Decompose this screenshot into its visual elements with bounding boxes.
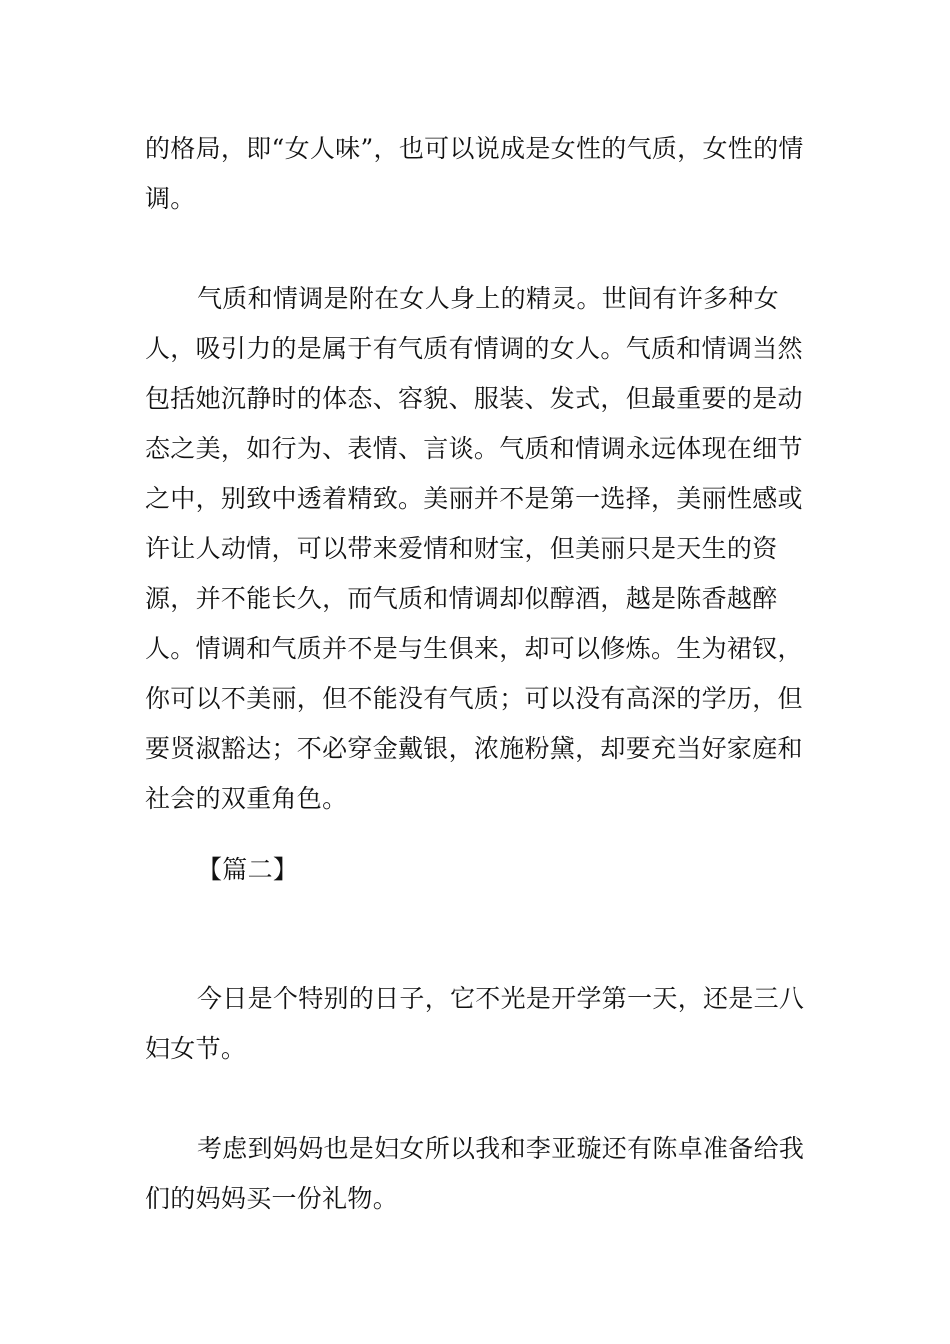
paragraph-continued: 的格局，即“女人味”，也可以说成是女性的气质，女性的情调。: [145, 134, 804, 213]
paragraph-special-day: 今日是个特别的日子，它不光是开学第一天，还是三八妇女节。: [145, 984, 805, 1063]
paragraph-gift-plan: 考虑到妈妈也是妇女所以我和李亚璇还有陈卓准备给我们的妈妈买一份礼物。: [145, 1134, 805, 1213]
paragraph-temperament: 气质和情调是附在女人身上的精灵。世间有许多种女人，吸引力的是属于有气质有情调的女人。气质和情调当然包括她沉静时的体态、容貌、服装、发式，但最重要的是动态之美，如行为、表情、言谈。气质和情调永远体现在细节之中，别致中透着精致。美丽并不是第一选择，美丽性感或许让人动情，可以带来爱情和财宝，但美丽只是天生的资源，并不能长久，而气质和情调却似醇酒，越是陈香越醉人。情调和气质并不是与生俱来，却可以修炼。生为裙钗，你可以不美丽，但不能没有气质；可以没有高深的学历，但要贤淑豁达；不必穿金戴银，浓施粉黛，却要充当好家庭和社会的双重角色。: [145, 284, 803, 813]
section-heading: 【篇二】: [197, 855, 299, 884]
